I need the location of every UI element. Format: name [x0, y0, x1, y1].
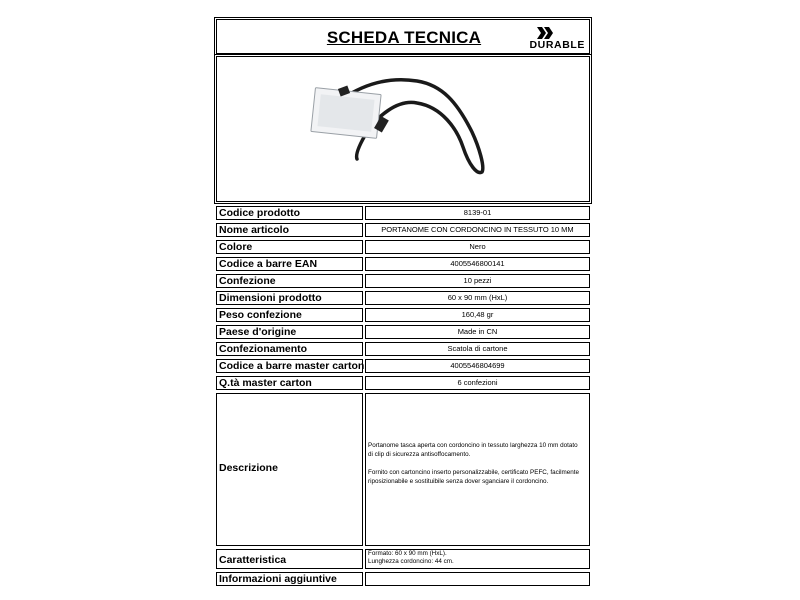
row-label: Q.tà master carton — [216, 376, 363, 390]
table-row — [216, 206, 590, 220]
row-value: 4005546804699 — [365, 359, 590, 373]
row-label: Codice prodotto — [216, 206, 363, 220]
durable-logo — [509, 29, 585, 51]
row-label: Peso confezione — [216, 308, 363, 322]
row-value: 160,48 gr — [365, 308, 590, 322]
row-label: Dimensioni prodotto — [216, 291, 363, 305]
row-value: 6 confezioni — [365, 376, 590, 390]
table-row — [216, 240, 590, 254]
characteristics-label-text: Caratteristica — [219, 554, 287, 566]
row-value: PORTANOME CON CORDONCINO IN TESSUTO 10 MM — [365, 223, 590, 237]
characteristics-value — [365, 549, 590, 569]
table-row — [216, 291, 590, 305]
row-label: Colore — [216, 240, 363, 254]
table-row — [216, 325, 590, 339]
additional-info-label: Informazioni aggiuntive — [216, 572, 363, 586]
badge-holder-with-lanyard-icon — [217, 57, 589, 201]
row-label: Codice a barre EAN — [216, 257, 363, 271]
table-row — [216, 274, 590, 288]
row-label: Confezione — [216, 274, 363, 288]
table-row — [216, 223, 590, 237]
row-value: 10 pezzi — [365, 274, 590, 288]
table-row — [216, 257, 590, 271]
row-value: 60 x 90 mm (HxL) — [365, 291, 590, 305]
description-label-text: Descrizione — [219, 462, 278, 474]
description-row — [216, 393, 590, 546]
page-title: SCHEDA TECNICA — [326, 28, 482, 47]
characteristics-label — [216, 549, 363, 569]
table-row — [216, 342, 590, 356]
characteristics-line-1: Formato: 60 x 90 mm (HxL). — [368, 550, 447, 557]
row-label: Paese d'origine — [216, 325, 363, 339]
description-paragraph-2: Fornito con cartoncino inserto personalizzabile, certificato PEFC, facilmente riposizionabile e sostituibile senza dover sganciare il cordoncino. — [368, 469, 580, 485]
description-value — [365, 393, 590, 546]
logo-chevrons-icon — [537, 27, 555, 39]
table-row — [216, 376, 590, 390]
description-label — [216, 393, 363, 546]
row-value: Nero — [365, 240, 590, 254]
table-row — [216, 359, 590, 373]
row-label: Nome articolo — [216, 223, 363, 237]
row-value: 8139-01 — [365, 206, 590, 220]
additional-info-value — [365, 572, 590, 586]
brand-name: DURABLE — [529, 39, 585, 51]
row-label: Codice a barre master carton — [216, 359, 363, 373]
row-value: 4005546800141 — [365, 257, 590, 271]
table-row — [216, 308, 590, 322]
row-label: Confezionamento — [216, 342, 363, 356]
row-value: Scatola di cartone — [365, 342, 590, 356]
product-image-box — [216, 56, 590, 202]
description-paragraph-1: Portanome tasca aperta con cordoncino in tessuto larghezza 10 mm dotato di clip di sicurezza antisoffocamento. — [368, 442, 578, 458]
row-value: Made in CN — [365, 325, 590, 339]
additional-info-row — [216, 572, 590, 586]
characteristics-row — [216, 549, 590, 569]
sheet-header — [216, 19, 590, 54]
characteristics-line-2: Lunghezza cordoncino: 44 cm. — [368, 558, 454, 565]
